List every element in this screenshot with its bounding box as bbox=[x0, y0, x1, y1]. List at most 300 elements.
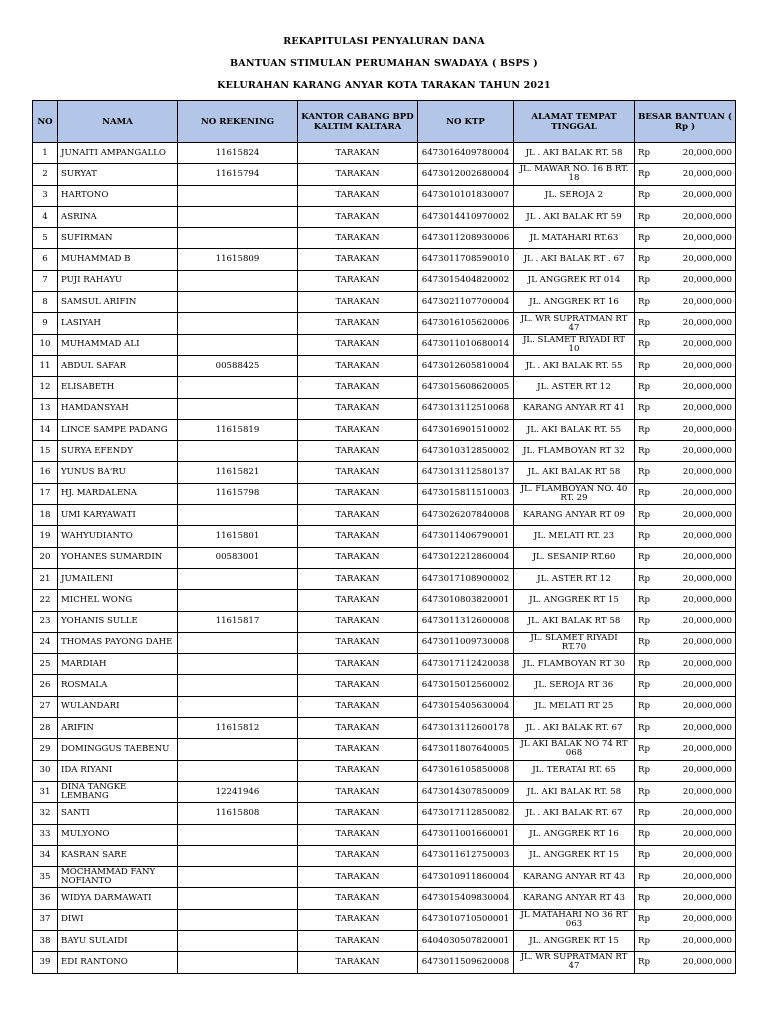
currency-label: Rp bbox=[638, 509, 650, 520]
cell-besar-bantuan bbox=[635, 249, 736, 270]
currency-label: Rp bbox=[638, 658, 650, 669]
cell-no: 37 bbox=[33, 909, 58, 930]
cell-rekening bbox=[178, 888, 298, 909]
cell-ktp: 6473016901510002 bbox=[418, 419, 514, 440]
cell-rekening: 11615819 bbox=[178, 419, 298, 440]
cell-rekening bbox=[178, 930, 298, 951]
cell-ktp: 6473010911860004 bbox=[418, 867, 514, 888]
cell-rekening: 11615817 bbox=[178, 611, 298, 632]
cell-besar-bantuan bbox=[635, 568, 736, 589]
cell-no: 24 bbox=[33, 632, 58, 653]
cell-besar-bantuan bbox=[635, 611, 736, 632]
cell-besar-bantuan bbox=[635, 505, 736, 526]
currency-label: Rp bbox=[638, 360, 650, 371]
cell-nama: LINCE SAMPE PADANG bbox=[58, 419, 178, 440]
cell-ktp: 6473012212860004 bbox=[418, 547, 514, 568]
cell-rekening: 11615809 bbox=[178, 249, 298, 270]
cell-kantor: TARAKAN bbox=[298, 845, 418, 866]
cell-kantor: TARAKAN bbox=[298, 483, 418, 504]
cell-alamat: JL . AKI BALAK RT. 58 bbox=[514, 143, 635, 164]
cell-no: 28 bbox=[33, 718, 58, 739]
cell-rekening: 11615808 bbox=[178, 803, 298, 824]
cell-ktp: 6473013112510068 bbox=[418, 398, 514, 419]
cell-no: 12 bbox=[33, 377, 58, 398]
currency-label: Rp bbox=[638, 914, 650, 925]
cell-besar-bantuan bbox=[635, 590, 736, 611]
cell-rekening bbox=[178, 824, 298, 845]
table-row bbox=[33, 206, 736, 227]
cell-ktp: 6473011312600008 bbox=[418, 611, 514, 632]
cell-alamat: JL. SLAMET RIYADI RT 10 bbox=[514, 334, 635, 355]
cell-no: 32 bbox=[33, 803, 58, 824]
amount-value: 20,000,000 bbox=[682, 829, 732, 840]
cell-kantor: TARAKAN bbox=[298, 696, 418, 717]
cell-nama: IDA RIYANI bbox=[58, 760, 178, 781]
currency-label: Rp bbox=[638, 403, 650, 414]
cell-besar-bantuan bbox=[635, 845, 736, 866]
cell-no: 2 bbox=[33, 164, 58, 185]
currency-label: Rp bbox=[638, 573, 650, 584]
cell-no: 38 bbox=[33, 930, 58, 951]
cell-no: 5 bbox=[33, 228, 58, 249]
cell-kantor: TARAKAN bbox=[298, 547, 418, 568]
cell-no: 22 bbox=[33, 590, 58, 611]
currency-label: Rp bbox=[638, 530, 650, 541]
cell-kantor: TARAKAN bbox=[298, 654, 418, 675]
cell-besar-bantuan bbox=[635, 185, 736, 206]
table-row bbox=[33, 419, 736, 440]
cell-kantor: TARAKAN bbox=[298, 462, 418, 483]
cell-kantor: TARAKAN bbox=[298, 739, 418, 760]
cell-rekening bbox=[178, 505, 298, 526]
cell-kantor: TARAKAN bbox=[298, 505, 418, 526]
cell-besar-bantuan bbox=[635, 696, 736, 717]
cell-rekening: 00583001 bbox=[178, 547, 298, 568]
header-rekening: NO REKENING bbox=[178, 101, 298, 143]
cell-no: 39 bbox=[33, 952, 58, 973]
cell-rekening: 12241946 bbox=[178, 781, 298, 802]
cell-nama: SUFIRMAN bbox=[58, 228, 178, 249]
cell-besar-bantuan bbox=[635, 547, 736, 568]
cell-ktp: 6473016105850008 bbox=[418, 760, 514, 781]
cell-alamat: JL. SEROJA RT 36 bbox=[514, 675, 635, 696]
cell-kantor: TARAKAN bbox=[298, 228, 418, 249]
cell-kantor: TARAKAN bbox=[298, 632, 418, 653]
cell-nama: UMI KARYAWATI bbox=[58, 505, 178, 526]
cell-nama: YOHANIS SULLE bbox=[58, 611, 178, 632]
cell-besar-bantuan bbox=[635, 803, 736, 824]
currency-label: Rp bbox=[638, 445, 650, 456]
cell-rekening bbox=[178, 568, 298, 589]
cell-nama: MARDIAH bbox=[58, 654, 178, 675]
amount-value: 20,000,000 bbox=[682, 871, 732, 882]
cell-ktp: 6473010312850002 bbox=[418, 441, 514, 462]
cell-alamat: JL. ANGGREK RT 15 bbox=[514, 845, 635, 866]
cell-rekening bbox=[178, 590, 298, 611]
cell-ktp: 6473011208930006 bbox=[418, 228, 514, 249]
cell-rekening bbox=[178, 334, 298, 355]
cell-rekening bbox=[178, 377, 298, 398]
amount-value: 20,000,000 bbox=[682, 786, 732, 797]
cell-besar-bantuan bbox=[635, 377, 736, 398]
currency-label: Rp bbox=[638, 935, 650, 946]
cell-kantor: TARAKAN bbox=[298, 611, 418, 632]
cell-rekening: 11615812 bbox=[178, 718, 298, 739]
cell-ktp: 6473026207840008 bbox=[418, 505, 514, 526]
cell-kantor: TARAKAN bbox=[298, 590, 418, 611]
cell-nama: DINA TANGKE LEMBANG bbox=[58, 781, 178, 802]
cell-alamat: JL. AKI BALAK RT 58 bbox=[514, 611, 635, 632]
cell-nama: MUHAMMAD ALI bbox=[58, 334, 178, 355]
cell-nama: LASIYAH bbox=[58, 313, 178, 334]
cell-rekening bbox=[178, 313, 298, 334]
table-row bbox=[33, 909, 736, 930]
table-row bbox=[33, 249, 736, 270]
cell-no: 33 bbox=[33, 824, 58, 845]
table-row bbox=[33, 270, 736, 291]
cell-rekening bbox=[178, 185, 298, 206]
cell-besar-bantuan bbox=[635, 483, 736, 504]
cell-alamat: JL. ANGGREK RT 16 bbox=[514, 292, 635, 313]
cell-rekening bbox=[178, 292, 298, 313]
cell-besar-bantuan bbox=[635, 781, 736, 802]
cell-ktp: 6473016409780004 bbox=[418, 143, 514, 164]
cell-nama: WIDYA DARMAWATI bbox=[58, 888, 178, 909]
table-row bbox=[33, 590, 736, 611]
cell-besar-bantuan bbox=[635, 292, 736, 313]
cell-alamat: JL. ASTER RT 12 bbox=[514, 568, 635, 589]
currency-label: Rp bbox=[638, 807, 650, 818]
cell-ktp: 6473014410970002 bbox=[418, 206, 514, 227]
cell-besar-bantuan bbox=[635, 675, 736, 696]
cell-alamat: JL. ANGGREK RT 15 bbox=[514, 590, 635, 611]
cell-kantor: TARAKAN bbox=[298, 185, 418, 206]
cell-nama: DIWI bbox=[58, 909, 178, 930]
table-row bbox=[33, 867, 736, 888]
cell-no: 30 bbox=[33, 760, 58, 781]
cell-alamat: JL. WR SUPRATMAN RT 47 bbox=[514, 313, 635, 334]
header-nama: NAMA bbox=[58, 101, 178, 143]
cell-kantor: TARAKAN bbox=[298, 292, 418, 313]
cell-rekening bbox=[178, 398, 298, 419]
table-row bbox=[33, 803, 736, 824]
cell-nama: DOMINGGUS TAEBENU bbox=[58, 739, 178, 760]
cell-ktp: 6473012002680004 bbox=[418, 164, 514, 185]
amount-value: 20,000,000 bbox=[682, 467, 732, 478]
amount-value: 20,000,000 bbox=[682, 722, 732, 733]
cell-kantor: TARAKAN bbox=[298, 526, 418, 547]
amount-value: 20,000,000 bbox=[682, 296, 732, 307]
amount-value: 20,000,000 bbox=[682, 935, 732, 946]
cell-alamat: JL. FLAMBOYAN NO. 40 RT. 29 bbox=[514, 483, 635, 504]
cell-no: 17 bbox=[33, 483, 58, 504]
cell-nama: WULANDARI bbox=[58, 696, 178, 717]
amount-value: 20,000,000 bbox=[682, 680, 732, 691]
cell-rekening bbox=[178, 952, 298, 973]
cell-besar-bantuan bbox=[635, 164, 736, 185]
amount-value: 20,000,000 bbox=[682, 147, 732, 158]
cell-nama: ARIFIN bbox=[58, 718, 178, 739]
cell-ktp: 6473011406790001 bbox=[418, 526, 514, 547]
currency-label: Rp bbox=[638, 190, 650, 201]
table-header-row bbox=[33, 101, 736, 143]
table-row bbox=[33, 654, 736, 675]
cell-alamat: JL . AKI BALAK RT. 67 bbox=[514, 803, 635, 824]
cell-ktp: 6473011509620008 bbox=[418, 952, 514, 973]
cell-rekening bbox=[178, 441, 298, 462]
header-alamat: ALAMAT TEMPAT TINGGAL bbox=[514, 101, 635, 143]
amount-value: 20,000,000 bbox=[682, 765, 732, 776]
table-row bbox=[33, 228, 736, 249]
cell-alamat: JL MATAHARI RT.63 bbox=[514, 228, 635, 249]
amount-value: 20,000,000 bbox=[682, 893, 732, 904]
cell-alamat: JL. AKI BALAK RT 58 bbox=[514, 462, 635, 483]
cell-besar-bantuan bbox=[635, 441, 736, 462]
currency-label: Rp bbox=[638, 722, 650, 733]
cell-kantor: TARAKAN bbox=[298, 952, 418, 973]
cell-nama: PUJI RAHAYU bbox=[58, 270, 178, 291]
cell-alamat: JL. SEROJA 2 bbox=[514, 185, 635, 206]
table-row bbox=[33, 718, 736, 739]
cell-nama: SANTI bbox=[58, 803, 178, 824]
cell-nama: YOHANES SUMARDIN bbox=[58, 547, 178, 568]
cell-nama: HAMDANSYAH bbox=[58, 398, 178, 419]
cell-alamat: JL. ANGGREK RT 15 bbox=[514, 930, 635, 951]
table-row bbox=[33, 377, 736, 398]
table-row bbox=[33, 568, 736, 589]
cell-besar-bantuan bbox=[635, 206, 736, 227]
currency-label: Rp bbox=[638, 254, 650, 265]
cell-nama: EDI RANTONO bbox=[58, 952, 178, 973]
cell-no: 35 bbox=[33, 867, 58, 888]
cell-ktp: 6473010803820001 bbox=[418, 590, 514, 611]
cell-no: 15 bbox=[33, 441, 58, 462]
cell-rekening: 11615821 bbox=[178, 462, 298, 483]
cell-ktp: 6473011807640005 bbox=[418, 739, 514, 760]
currency-label: Rp bbox=[638, 765, 650, 776]
table-row bbox=[33, 505, 736, 526]
table-row bbox=[33, 930, 736, 951]
cell-rekening: 11615801 bbox=[178, 526, 298, 547]
cell-no: 6 bbox=[33, 249, 58, 270]
cell-nama: JUNAITI AMPANGALLO bbox=[58, 143, 178, 164]
cell-ktp: 6473014307850009 bbox=[418, 781, 514, 802]
cell-rekening: 11615798 bbox=[178, 483, 298, 504]
header-besar-bantuan: BESAR BANTUAN ( Rp ) bbox=[635, 101, 736, 143]
cell-kantor: TARAKAN bbox=[298, 419, 418, 440]
cell-ktp: 6473012605810004 bbox=[418, 355, 514, 376]
cell-no: 20 bbox=[33, 547, 58, 568]
currency-label: Rp bbox=[638, 211, 650, 222]
amount-value: 20,000,000 bbox=[682, 573, 732, 584]
cell-besar-bantuan bbox=[635, 760, 736, 781]
cell-ktp: 6473011010680014 bbox=[418, 334, 514, 355]
cell-besar-bantuan bbox=[635, 334, 736, 355]
cell-alamat: JL. AKI BALAK RT. 55 bbox=[514, 419, 635, 440]
table-row bbox=[33, 952, 736, 973]
cell-besar-bantuan bbox=[635, 143, 736, 164]
document-subtitle-location: KELURAHAN KARANG ANYAR KOTA TARAKAN TAHUN 2021 bbox=[217, 80, 551, 91]
cell-besar-bantuan bbox=[635, 398, 736, 419]
cell-nama: SURYAT bbox=[58, 164, 178, 185]
cell-besar-bantuan bbox=[635, 632, 736, 653]
amount-value: 20,000,000 bbox=[682, 701, 732, 712]
amount-value: 20,000,000 bbox=[682, 530, 732, 541]
cell-ktp: 6473015404820002 bbox=[418, 270, 514, 291]
currency-label: Rp bbox=[638, 467, 650, 478]
document-subtitle: BANTUAN STIMULAN PERUMAHAN SWADAYA ( BSPS ) bbox=[230, 58, 538, 69]
cell-nama: SURYA EFENDY bbox=[58, 441, 178, 462]
cell-no: 26 bbox=[33, 675, 58, 696]
amount-value: 20,000,000 bbox=[682, 743, 732, 754]
cell-kantor: TARAKAN bbox=[298, 909, 418, 930]
table-row bbox=[33, 526, 736, 547]
cell-nama: HARTONO bbox=[58, 185, 178, 206]
cell-ktp: 6473015811510003 bbox=[418, 483, 514, 504]
amount-value: 20,000,000 bbox=[682, 339, 732, 350]
currency-label: Rp bbox=[638, 381, 650, 392]
header-kantor-cabang: KANTOR CABANG BPD KALTIM KALTARA bbox=[298, 101, 418, 143]
cell-alamat: JL. TERATAI RT. 65 bbox=[514, 760, 635, 781]
amount-value: 20,000,000 bbox=[682, 956, 732, 967]
amount-value: 20,000,000 bbox=[682, 594, 732, 605]
cell-no: 21 bbox=[33, 568, 58, 589]
cell-rekening bbox=[178, 228, 298, 249]
cell-kantor: TARAKAN bbox=[298, 334, 418, 355]
cell-kantor: TARAKAN bbox=[298, 760, 418, 781]
cell-besar-bantuan bbox=[635, 526, 736, 547]
cell-no: 29 bbox=[33, 739, 58, 760]
currency-label: Rp bbox=[638, 893, 650, 904]
cell-besar-bantuan bbox=[635, 867, 736, 888]
table-row bbox=[33, 292, 736, 313]
amount-value: 20,000,000 bbox=[682, 232, 732, 243]
cell-alamat: JL . AKI BALAK RT . 67 bbox=[514, 249, 635, 270]
cell-no: 36 bbox=[33, 888, 58, 909]
currency-label: Rp bbox=[638, 850, 650, 861]
cell-besar-bantuan bbox=[635, 888, 736, 909]
cell-rekening bbox=[178, 206, 298, 227]
recap-table bbox=[32, 100, 736, 974]
cell-nama: MOCHAMMAD FANY NOFIANTO bbox=[58, 867, 178, 888]
table-row bbox=[33, 441, 736, 462]
amount-value: 20,000,000 bbox=[682, 807, 732, 818]
cell-ktp: 6404030507820001 bbox=[418, 930, 514, 951]
cell-alamat: JL . AKI BALAK RT 59 bbox=[514, 206, 635, 227]
cell-nama: MICHEL WONG bbox=[58, 590, 178, 611]
cell-rekening bbox=[178, 867, 298, 888]
amount-value: 20,000,000 bbox=[682, 445, 732, 456]
cell-ktp: 6473016105620006 bbox=[418, 313, 514, 334]
currency-label: Rp bbox=[638, 616, 650, 627]
currency-label: Rp bbox=[638, 424, 650, 435]
amount-value: 20,000,000 bbox=[682, 424, 732, 435]
cell-ktp: 6473017112850082 bbox=[418, 803, 514, 824]
cell-ktp: 6473013112580137 bbox=[418, 462, 514, 483]
cell-alamat: JL. WR SUPRATMAN RT 47 bbox=[514, 952, 635, 973]
cell-ktp: 6473011612750003 bbox=[418, 845, 514, 866]
cell-kantor: TARAKAN bbox=[298, 313, 418, 334]
cell-no: 10 bbox=[33, 334, 58, 355]
cell-kantor: TARAKAN bbox=[298, 249, 418, 270]
table-row bbox=[33, 611, 736, 632]
amount-value: 20,000,000 bbox=[682, 552, 732, 563]
cell-besar-bantuan bbox=[635, 718, 736, 739]
cell-kantor: TARAKAN bbox=[298, 143, 418, 164]
cell-kantor: TARAKAN bbox=[298, 867, 418, 888]
amount-value: 20,000,000 bbox=[682, 275, 732, 286]
cell-kantor: TARAKAN bbox=[298, 398, 418, 419]
cell-alamat: JL. MAWAR NO. 16 B RT. 18 bbox=[514, 164, 635, 185]
cell-nama: ROSMALA bbox=[58, 675, 178, 696]
table-row bbox=[33, 845, 736, 866]
cell-kantor: TARAKAN bbox=[298, 888, 418, 909]
cell-nama: SAMSUL ARIFIN bbox=[58, 292, 178, 313]
cell-no: 8 bbox=[33, 292, 58, 313]
cell-nama: MUHAMMAD B bbox=[58, 249, 178, 270]
cell-nama: HJ. MARDALENA bbox=[58, 483, 178, 504]
cell-no: 14 bbox=[33, 419, 58, 440]
currency-label: Rp bbox=[638, 680, 650, 691]
table-row bbox=[33, 313, 736, 334]
amount-value: 20,000,000 bbox=[682, 211, 732, 222]
amount-value: 20,000,000 bbox=[682, 168, 732, 179]
amount-value: 20,000,000 bbox=[682, 616, 732, 627]
cell-kantor: TARAKAN bbox=[298, 568, 418, 589]
table-row bbox=[33, 334, 736, 355]
cell-alamat: JL . AKI BALAK RT. 67 bbox=[514, 718, 635, 739]
cell-nama: JUMAILENI bbox=[58, 568, 178, 589]
cell-kantor: TARAKAN bbox=[298, 355, 418, 376]
cell-rekening: 00588425 bbox=[178, 355, 298, 376]
cell-no: 34 bbox=[33, 845, 58, 866]
table-row bbox=[33, 355, 736, 376]
cell-no: 31 bbox=[33, 781, 58, 802]
currency-label: Rp bbox=[638, 552, 650, 563]
cell-rekening bbox=[178, 696, 298, 717]
cell-rekening bbox=[178, 845, 298, 866]
table-row bbox=[33, 143, 736, 164]
cell-besar-bantuan bbox=[635, 462, 736, 483]
cell-rekening bbox=[178, 675, 298, 696]
cell-alamat: JL. ANGGREK RT 16 bbox=[514, 824, 635, 845]
currency-label: Rp bbox=[638, 829, 650, 840]
amount-value: 20,000,000 bbox=[682, 914, 732, 925]
cell-ktp: 6473010710500001 bbox=[418, 909, 514, 930]
cell-no: 27 bbox=[33, 696, 58, 717]
amount-value: 20,000,000 bbox=[682, 403, 732, 414]
currency-label: Rp bbox=[638, 232, 650, 243]
amount-value: 20,000,000 bbox=[682, 190, 732, 201]
cell-ktp: 6473015608620005 bbox=[418, 377, 514, 398]
cell-alamat: JL AKI BALAK NO 74 RT 068 bbox=[514, 739, 635, 760]
cell-alamat: JL. SLAMET RIYADI RT.70 bbox=[514, 632, 635, 653]
cell-besar-bantuan bbox=[635, 419, 736, 440]
currency-label: Rp bbox=[638, 743, 650, 754]
table-row bbox=[33, 632, 736, 653]
cell-no: 25 bbox=[33, 654, 58, 675]
cell-alamat: JL. ASTER RT 12 bbox=[514, 377, 635, 398]
currency-label: Rp bbox=[638, 786, 650, 797]
cell-alamat: JL. MELATI RT. 23 bbox=[514, 526, 635, 547]
currency-label: Rp bbox=[638, 637, 650, 648]
cell-rekening bbox=[178, 739, 298, 760]
cell-alamat: JL. FLAMBOYAN RT 30 bbox=[514, 654, 635, 675]
cell-ktp: 6473017112420038 bbox=[418, 654, 514, 675]
cell-nama: MULYONO bbox=[58, 824, 178, 845]
cell-rekening bbox=[178, 632, 298, 653]
cell-no: 18 bbox=[33, 505, 58, 526]
